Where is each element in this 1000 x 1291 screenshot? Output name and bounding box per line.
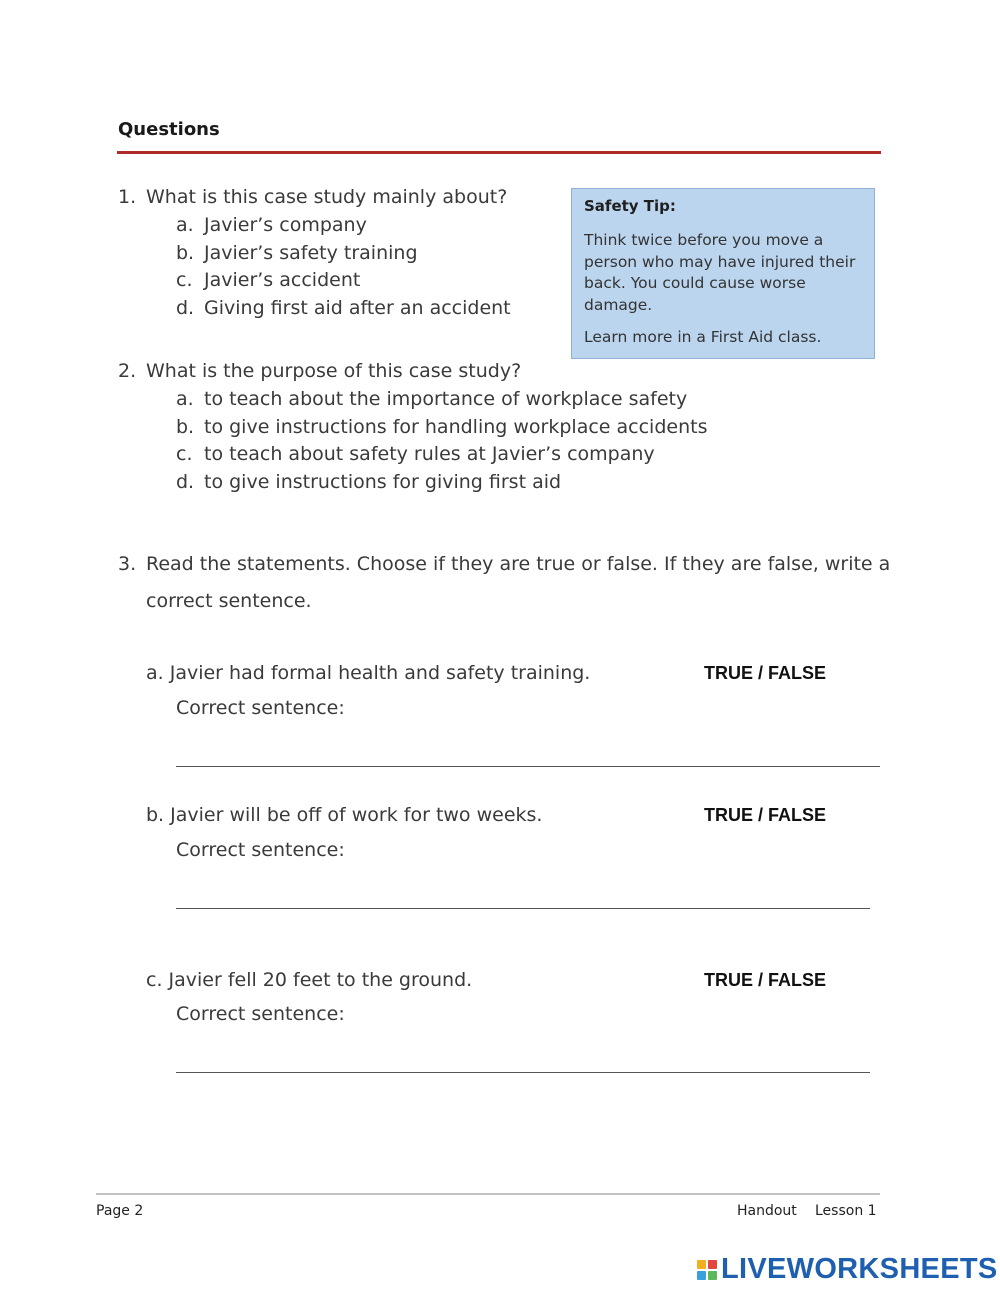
brand-icon-tile (697, 1271, 706, 1280)
statement-c-answer-line[interactable] (176, 1072, 870, 1073)
question-1-text: What is this case study mainly about? (146, 186, 508, 208)
question-1-option-b[interactable] (176, 242, 418, 264)
brand-icon-tile (697, 1260, 706, 1269)
safety-tip-title: Safety Tip: (584, 197, 676, 215)
question-3-text-line2: correct sentence. (146, 590, 312, 612)
question-2-number: 2. (118, 360, 137, 382)
option-letter: b. (176, 242, 195, 264)
safety-tip-box (571, 188, 875, 359)
statement-c-true-false[interactable]: TRUE / FALSE (704, 970, 827, 990)
footer-page-number: Page 2 (96, 1203, 144, 1219)
statement-a-correct-label: Correct sentence: (176, 697, 345, 719)
safety-tip-body: Think twice before you move a person who may have injured their back. You could cause worse damage. (584, 231, 856, 314)
statement-b-true-false[interactable]: TRUE / FALSE (704, 805, 827, 825)
brand-logo (697, 1253, 998, 1286)
statement-a: a. Javier had formal health and safety training. (146, 662, 591, 684)
statement-b-answer-line[interactable] (176, 908, 870, 909)
question-3-number: 3. (118, 553, 137, 575)
statement-b: b. Javier will be off of work for two weeks. (146, 804, 543, 826)
question-1-option-a[interactable] (176, 214, 367, 236)
brand-name: LIVEWORKSHEETS (721, 1253, 998, 1285)
option-text: to teach about the importance of workplace safety (204, 388, 688, 410)
statement-c: c. Javier fell 20 feet to the ground. (146, 969, 473, 991)
option-letter: c. (176, 269, 193, 291)
brand-icon-tile (708, 1271, 717, 1280)
question-1-option-c[interactable] (176, 269, 360, 291)
question-1-option-d[interactable] (176, 297, 511, 319)
question-2-option-c[interactable] (176, 443, 655, 465)
question-2-text: What is the purpose of this case study? (146, 360, 522, 382)
option-text: Javier’s safety training (204, 242, 418, 264)
statement-a-true-false[interactable]: TRUE / FALSE (704, 663, 827, 683)
statement-a-answer-line[interactable] (176, 766, 880, 767)
question-3-text-line1: Read the statements. Choose if they are true or false. If they are false, write a (146, 553, 891, 575)
section-heading: Questions (118, 119, 220, 140)
question-1-number: 1. (118, 186, 137, 208)
brand-icon-tile (708, 1260, 717, 1269)
option-text: Javier’s company (204, 214, 367, 236)
question-2 (118, 360, 521, 382)
question-1 (118, 186, 507, 208)
safety-tip-more: Learn more in a First Aid class. (584, 328, 822, 346)
footer-lesson: Lesson 1 (815, 1203, 877, 1219)
statement-b-correct-label: Correct sentence: (176, 839, 345, 861)
option-text: Javier’s accident (204, 269, 361, 291)
question-2-option-a[interactable] (176, 388, 687, 410)
question-3 (118, 553, 890, 575)
option-letter: d. (176, 471, 195, 493)
option-text: to give instructions for giving first aid (204, 471, 562, 493)
option-letter: d. (176, 297, 195, 319)
liveworksheets-icon (697, 1260, 717, 1280)
heading-divider (117, 151, 881, 154)
question-2-option-d[interactable] (176, 471, 561, 493)
option-letter: c. (176, 443, 193, 465)
option-letter: a. (176, 214, 194, 236)
option-text: Giving first aid after an accident (204, 297, 511, 319)
option-text: to teach about safety rules at Javier’s company (204, 443, 655, 465)
statement-c-correct-label: Correct sentence: (176, 1003, 345, 1025)
question-2-option-b[interactable] (176, 416, 707, 438)
option-letter: b. (176, 416, 195, 438)
option-letter: a. (176, 388, 194, 410)
option-text: to give instructions for handling workplace accidents (204, 416, 708, 438)
footer-handout: Handout (737, 1203, 797, 1219)
footer-divider (96, 1193, 880, 1195)
